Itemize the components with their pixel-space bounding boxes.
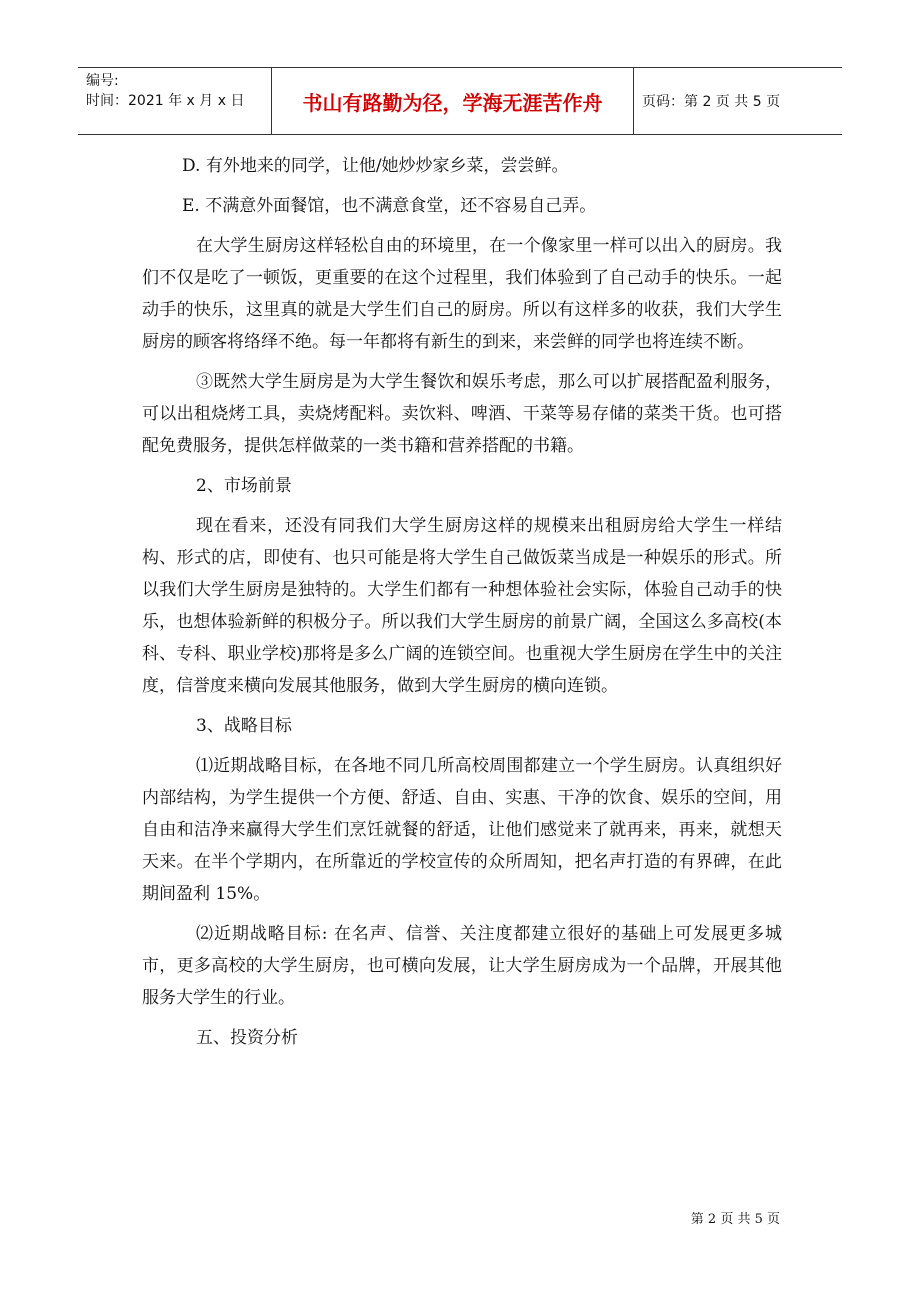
section-heading-strategy: 3、战略目标	[196, 716, 292, 736]
page-footer: 第 2 页 共 5 页	[690, 1212, 780, 1227]
document-body	[142, 150, 782, 1062]
page-header	[78, 67, 842, 135]
paragraph-option-e: E. 不满意外面餐馆，也不满意食堂，还不容易自己弄。	[182, 196, 597, 216]
header-page-info: 页码：第 2 页 共 5 页	[642, 94, 781, 110]
paragraph-extended-services: ③既然大学生厨房是为大学生餐饮和娱乐考虑，那么可以扩展搭配盈利服务，可以出租烧烤工具，卖烧烤配料。卖饮料、啤酒、干菜等易存储的菜类干货。也可搭配免费服务，提供怎样做菜的一类书籍和营养搭配的书籍。	[142, 372, 782, 456]
paragraph-strategy-1: ⑴近期战略目标，在各地不同几所高校周围都建立一个学生厨房。认真组织好内部结构，为学生提供一个方便、舒适、自由、实惠、干净的饮食、娱乐的空间，用自由和洁净来赢得大学生们烹饪就餐的舒适，让他们感觉来了就再来，再来，就想天天来。在半个学期内，在所靠近的学校宣传的众所周知，把名声打造的有界碑，在此期间盈利 15%。	[142, 756, 782, 904]
section-heading-investment: 五、投资分析	[196, 1028, 298, 1048]
section-heading-market: 2、市场前景	[196, 476, 292, 496]
paragraph-market-outlook: 现在看来，还没有同我们大学生厨房这样的规模来出租厨房给大学生一样结构、形式的店，即使有、也只可能是将大学生自己做饭菜当成是一种娱乐的形式。所以我们大学生厨房是独特的。大学生们都有一种想体验社会实际，体验自己动手的快乐，也想体验新鲜的积极分子。所以我们大学生厨房的前景广阔，全国这么多高校(本科、专科、职业学校)那将是多么广阔的连锁空间。也重视大学生厨房在学生中的关注度，信誉度来横向发展其他服务，做到大学生厨房的横向连锁。	[142, 516, 782, 696]
header-motto: 书山有路勤为径，学海无涯苦作舟	[272, 68, 634, 134]
paragraph-strategy-2: ⑵近期战略目标: 在名声、信誉、关注度都建立很好的基础上可发展更多城市，更多高校的大学生厨房，也可横向发展，让大学生厨房成为一个品牌，开展其他服务大学生的行业。	[142, 924, 782, 1008]
paragraph-option-d: D. 有外地来的同学，让他/她炒炒家乡菜，尝尝鲜。	[182, 156, 569, 176]
serial-label: 编号:	[86, 73, 119, 89]
paragraph-kitchen-environment: 在大学生厨房这样轻松自由的环境里，在一个像家里一样可以出入的厨房。我们不仅是吃了一顿饭，更重要的在这个过程里，我们体验到了自己动手的快乐。一起动手的快乐，这里真的就是大学生们自己的厨房。所以有这样多的收获，我们大学生厨房的顾客将络绎不绝。每一年都将有新生的到来，来尝鲜的同学也将连续不断。	[142, 236, 782, 352]
header-meta	[78, 68, 272, 134]
time-label: 时间：2021 年 x 月 x 日	[86, 93, 245, 109]
